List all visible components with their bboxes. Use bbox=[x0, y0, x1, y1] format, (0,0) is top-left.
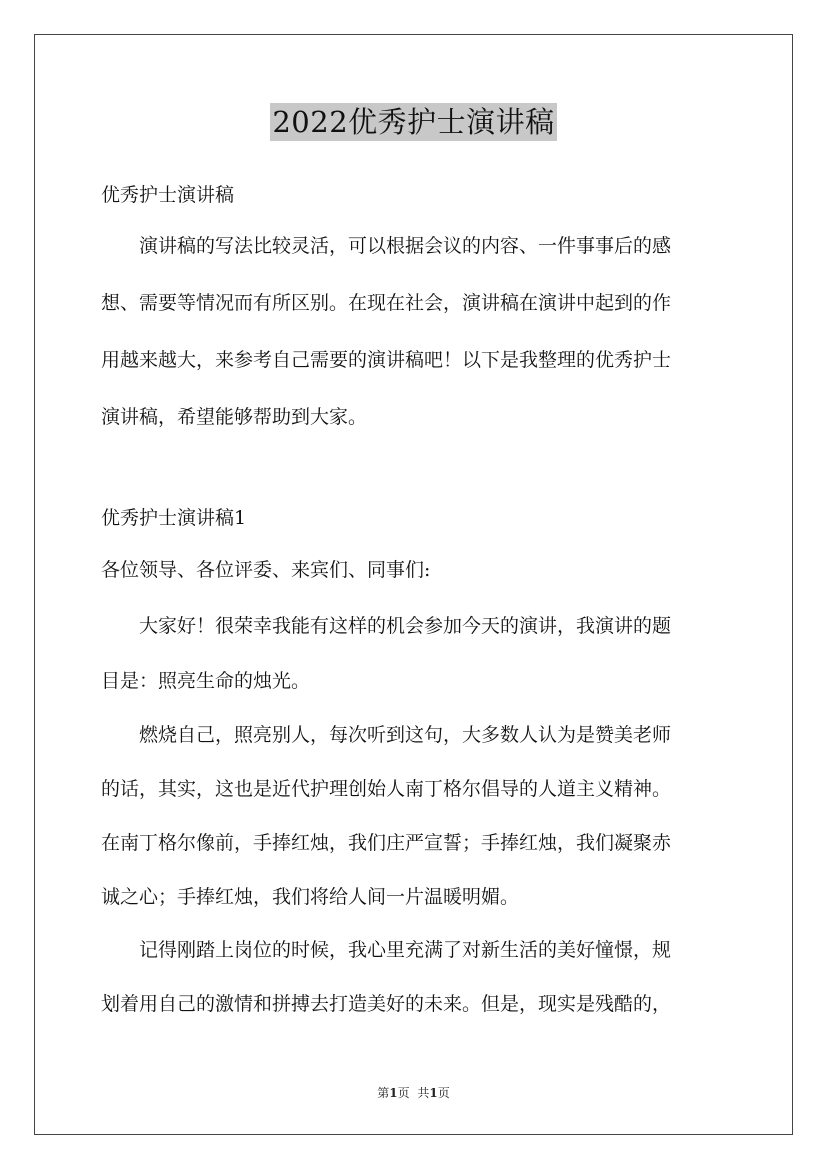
intro-line: 想、需要等情况而有所区别。在现在社会，演讲稿在演讲中起到的作 bbox=[101, 292, 672, 314]
paragraph-line: 大家好！很荣幸我能有这样的机会参加今天的演讲，我演讲的题 bbox=[139, 615, 672, 637]
page-suffix: 页 bbox=[397, 1086, 410, 1100]
paragraph-line: 划着用自己的激情和拼搏去打造美好的未来。但是，现实是残酷的， bbox=[101, 993, 672, 1015]
page-number: 1 bbox=[389, 1086, 398, 1100]
intro-line: 用越来越大，来参考自己需要的演讲稿吧！以下是我整理的优秀护士 bbox=[101, 349, 672, 371]
salutation: 各位领导、各位评委、来宾们、同事们: bbox=[101, 559, 431, 581]
paragraph-line: 的话，其实，这也是近代护理创始人南丁格尔倡导的人道主义精神。 bbox=[101, 778, 672, 800]
intro-line: 演讲稿的写法比较灵活，可以根据会议的内容、一件事事后的感 bbox=[139, 235, 672, 257]
paragraph-line: 燃烧自己，照亮别人，每次听到这句，大多数人认为是赞美老师 bbox=[139, 724, 672, 746]
paragraph-1 bbox=[101, 609, 727, 719]
page-footer bbox=[0, 1084, 827, 1101]
section-heading: 优秀护士演讲稿1 bbox=[101, 507, 247, 529]
paragraph-line: 目是：照亮生命的烛光。 bbox=[101, 670, 311, 692]
total-prefix: 共 bbox=[417, 1086, 430, 1100]
paragraph-line: 在南丁格尔像前，手捧红烛，我们庄严宣誓；手捧红烛，我们凝聚赤 bbox=[101, 832, 672, 854]
total-pages: 1 bbox=[429, 1086, 438, 1100]
document-title-block bbox=[0, 103, 827, 141]
page-prefix: 第 bbox=[377, 1086, 390, 1100]
intro-paragraph bbox=[101, 229, 727, 457]
document-title: 2022优秀护士演讲稿 bbox=[272, 105, 555, 139]
paragraph-line: 记得刚踏上岗位的时候，我心里充满了对新生活的美好憧憬，规 bbox=[139, 939, 672, 961]
total-suffix: 页 bbox=[437, 1086, 450, 1100]
paragraph-2 bbox=[101, 718, 727, 934]
intro-line: 演讲稿，希望能够帮助到大家。 bbox=[101, 406, 368, 428]
paragraph-3 bbox=[101, 933, 727, 1041]
paragraph-line: 诚之心；手捧红烛，我们将给人间一片温暖明媚。 bbox=[101, 886, 520, 908]
subtitle: 优秀护士演讲稿 bbox=[101, 184, 235, 206]
